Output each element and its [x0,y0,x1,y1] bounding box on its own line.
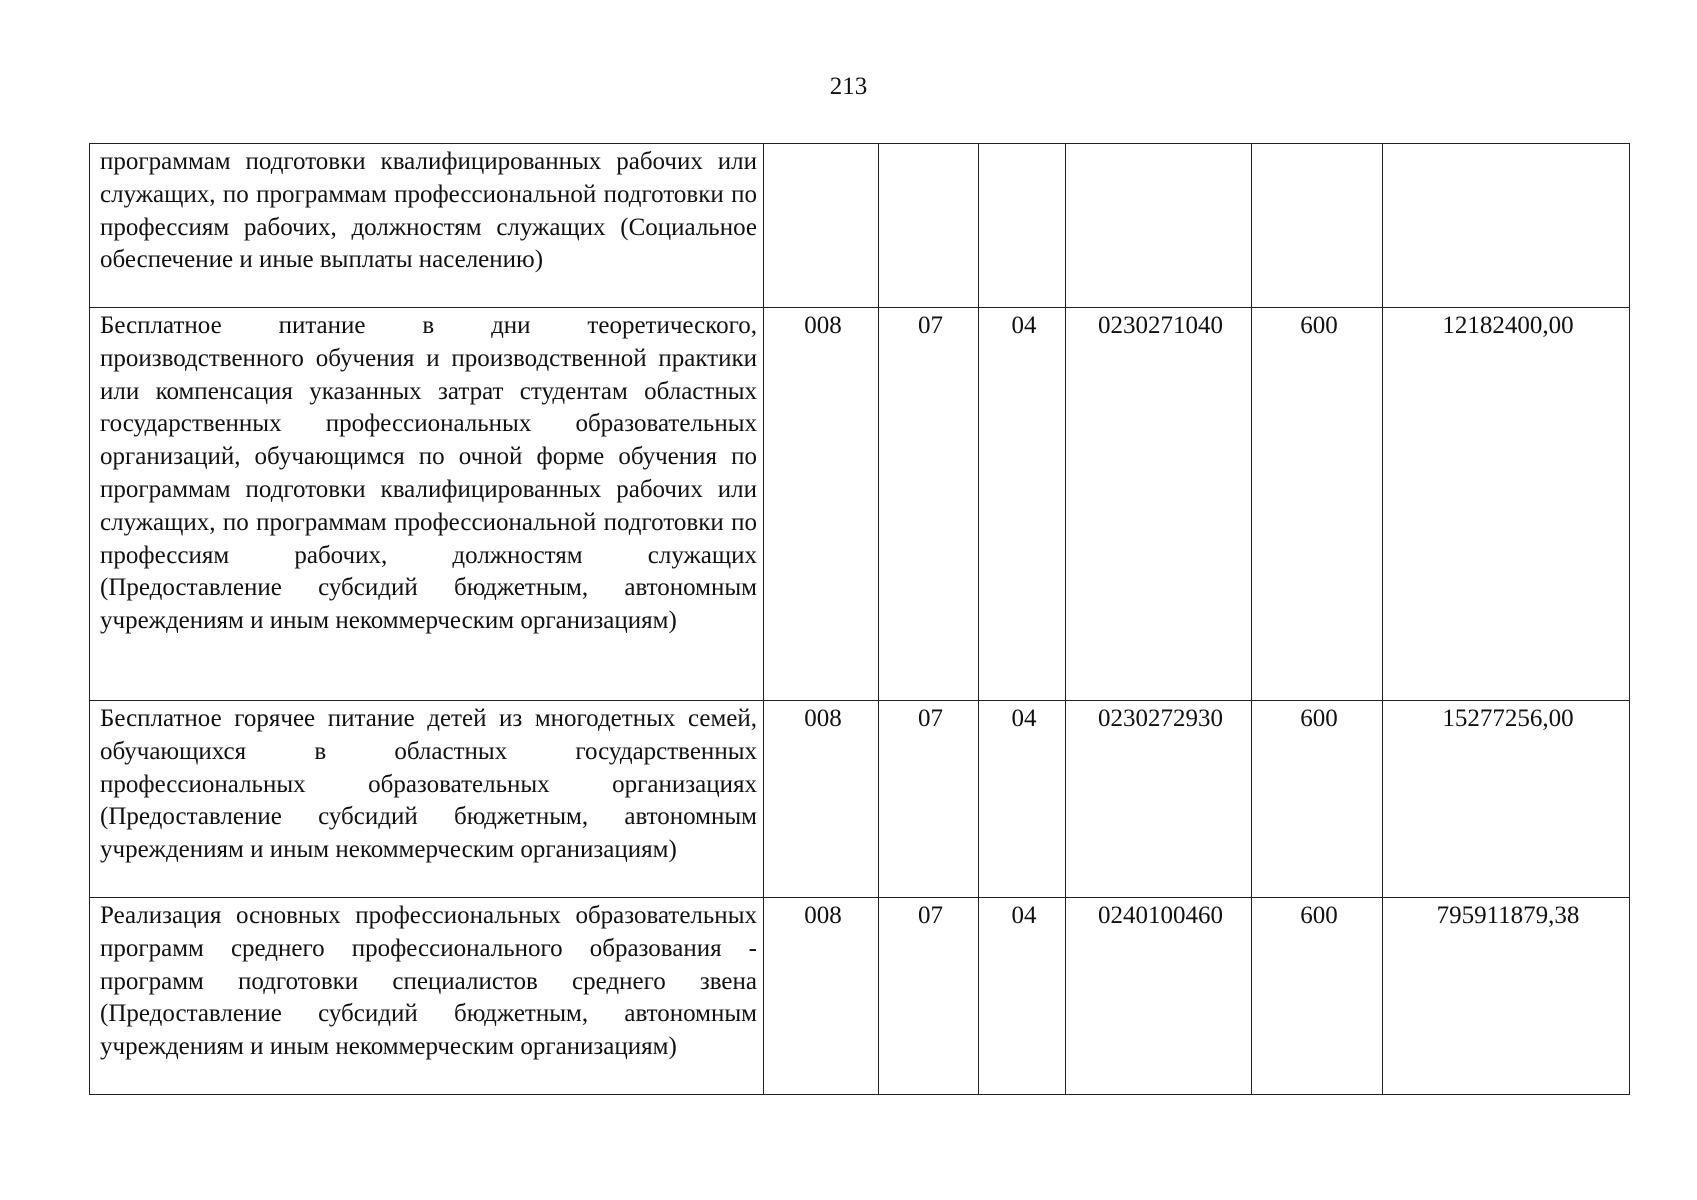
amount-cell: 795911879,38 [1383,898,1630,1095]
table-row [90,144,1630,308]
csr-code-cell: 0230272930 [1066,701,1252,898]
pr-code-cell: 04 [979,898,1066,1095]
rz-code-cell [879,144,979,308]
csr-code-cell: 0230271040 [1066,308,1252,701]
pr-code-cell: 04 [979,701,1066,898]
ved-code-cell [764,144,879,308]
page-number: 213 [829,73,868,100]
csr-code-cell [1066,144,1252,308]
vr-code-cell [1252,144,1383,308]
table-row [90,308,1630,701]
row-description: программам подготовки квалифицированных рабочих или служащих, по программам профессиональной подготовки по профессиям рабочих, должностям служащих (Социальное обеспечение и иные выплаты населению) [90,144,764,308]
budget-table [89,143,1630,1095]
table-row [90,898,1630,1095]
csr-code-cell: 0240100460 [1066,898,1252,1095]
ved-code-cell: 008 [764,308,879,701]
ved-code-cell: 008 [764,701,879,898]
amount-cell: 12182400,00 [1383,308,1630,701]
ved-code-cell: 008 [764,898,879,1095]
rz-code-cell: 07 [879,308,979,701]
row-description: Бесплатное питание в дни теоретического, производственного обучения и производственной практики или компенсация указанных затрат студентам областных государственных профессиональных образовательных организаций, обучающимся по очной форме обучения по программам подготовки квалифицированных рабочих или служащих, по программам профессиональной подготовки по профессиям рабочих, должностям служащих (Предоставление субсидий бюджетным, автономным учреждениям и иным некоммерческим организациям) [90,308,764,701]
vr-code-cell: 600 [1252,898,1383,1095]
amount-cell: 15277256,00 [1383,701,1630,898]
row-description: Реализация основных профессиональных образовательных программ среднего профессионального образования - программ подготовки специалистов среднего звена (Предоставление субсидий бюджетным, автономным учреждениям и иным некоммерческим организациям) [90,898,764,1095]
amount-cell [1383,144,1630,308]
rz-code-cell: 07 [879,898,979,1095]
pr-code-cell [979,144,1066,308]
vr-code-cell: 600 [1252,308,1383,701]
pr-code-cell: 04 [979,308,1066,701]
vr-code-cell: 600 [1252,701,1383,898]
rz-code-cell: 07 [879,701,979,898]
table-row [90,701,1630,898]
row-description: Бесплатное горячее питание детей из многодетных семей, обучающихся в областных государственных профессиональных образовательных организациях (Предоставление субсидий бюджетным, автономным учреждениям и иным некоммерческим организациям) [90,701,764,898]
